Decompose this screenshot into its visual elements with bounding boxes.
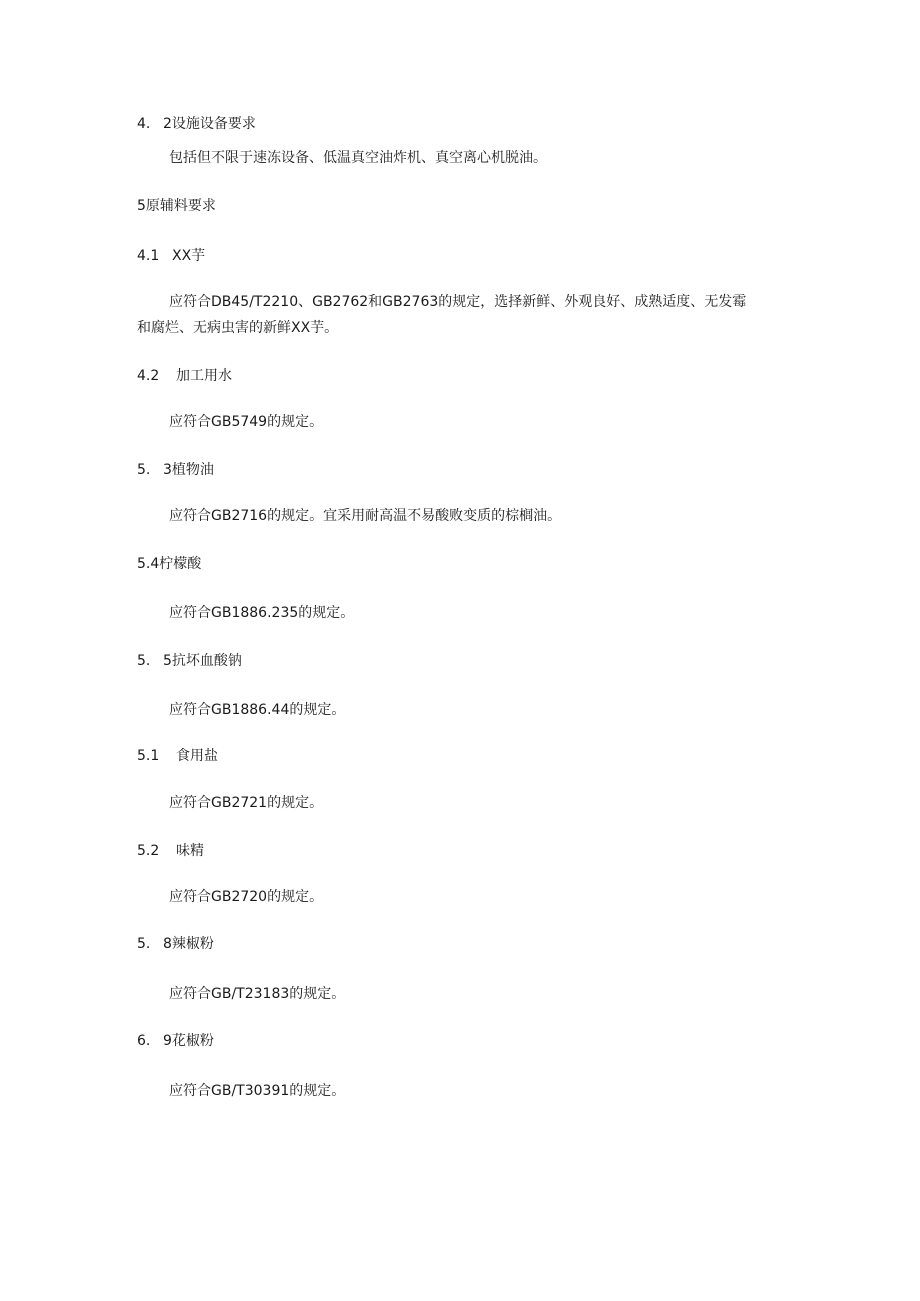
section-heading	[137, 651, 242, 671]
section-heading	[137, 460, 214, 480]
section-heading	[137, 746, 218, 766]
section-number: 5.	[137, 653, 151, 669]
section-number: 5原辅料要求	[137, 198, 216, 214]
section-heading	[137, 554, 201, 574]
section-number: 5.	[137, 936, 151, 952]
paragraph: 应符合GB2720的规定。	[169, 889, 324, 905]
section-title: 9花椒粉	[163, 1033, 214, 1049]
section-number: 5.	[137, 462, 151, 478]
section-number: 4.2	[137, 368, 160, 384]
section-number: 4.	[137, 116, 151, 132]
paragraph: 应符合GB1886.44的规定。	[169, 702, 346, 718]
section-number: 4.1	[137, 248, 160, 264]
section-title: 5抗坏血酸钠	[163, 653, 242, 669]
section-number: 5.2	[137, 843, 160, 859]
section-heading	[137, 841, 204, 861]
section-heading	[137, 1031, 214, 1051]
section-heading	[137, 196, 216, 216]
section-title: 8辣椒粉	[163, 936, 214, 952]
section-title: XX芋	[172, 248, 206, 264]
section-number: 6.	[137, 1033, 151, 1049]
section-title: 加工用水	[176, 368, 232, 384]
paragraph: 应符合GB/T30391的规定。	[169, 1083, 346, 1099]
section-heading	[137, 114, 256, 134]
section-heading	[137, 246, 205, 266]
section-number: 5.1	[137, 748, 160, 764]
paragraph: 应符合GB2716的规定。宜采用耐高温不易酸败变质的棕榈油。	[169, 508, 562, 524]
paragraph: 应符合GB/T23183的规定。	[169, 986, 346, 1002]
paragraph: 应符合GB5749的规定。	[169, 414, 324, 430]
section-heading	[137, 366, 232, 386]
paragraph: 应符合DB45/T2210、GB2762和GB2763的规定，选择新鲜、外观良好、成熟适度、无发霉	[169, 294, 747, 310]
section-heading	[137, 934, 214, 954]
paragraph: 应符合GB1886.235的规定。	[169, 605, 355, 621]
section-number: 5.4柠檬酸	[137, 556, 202, 572]
section-title: 2设施设备要求	[163, 116, 256, 132]
paragraph-continuation: 和腐烂、无病虫害的新鲜XX芋。	[137, 320, 339, 336]
section-title: 味精	[176, 843, 204, 859]
section-title: 食用盐	[176, 748, 218, 764]
paragraph: 应符合GB2721的规定。	[169, 795, 324, 811]
paragraph: 包括但不限于速冻设备、低温真空油炸机、真空离心机脱油。	[169, 150, 547, 166]
section-title: 3植物油	[163, 462, 214, 478]
